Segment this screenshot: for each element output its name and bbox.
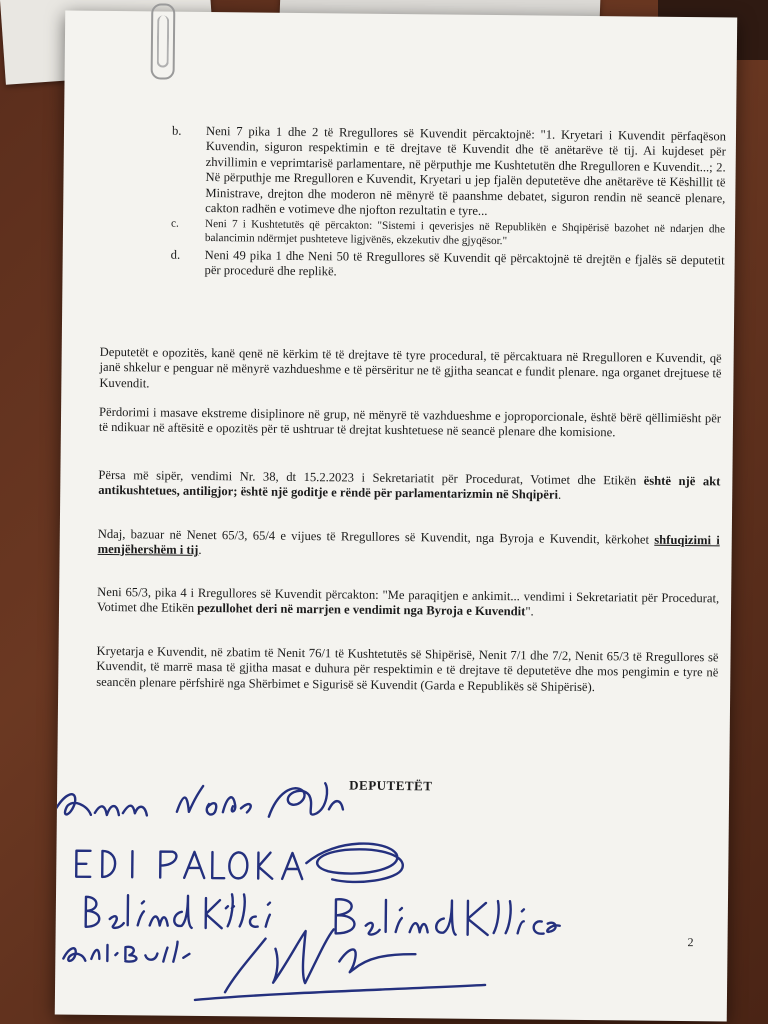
paragraph-suspension bbox=[97, 585, 719, 622]
signature-4 bbox=[63, 941, 189, 963]
text-segment: Neni 65/3, pika 4 i Rregullores së Kuvendit përcakton: "Me paraqitjen e ankimit... vendimi i Sekretariatit për Procedurat, Votimet dhe Etikën bbox=[96, 584, 720, 616]
paragraph-request-annulment bbox=[98, 527, 720, 564]
text-segment: . bbox=[198, 543, 202, 558]
text-segment: . bbox=[557, 488, 562, 503]
list-letter: b. bbox=[171, 123, 182, 138]
bold-text: është një akt antikushtetues, antiligjor; është një goditje e rëndë për parlamentarizmin në Shqipëri bbox=[98, 473, 721, 503]
signature-scribble-loop bbox=[306, 843, 403, 883]
signature-mark bbox=[225, 928, 416, 994]
list-text: Neni 7 i Kushtetutës që përcakton: "Sistemi i qeverisjes në Republikën e Shqipërisë bazohet në ndarjen dhe balancimin ndërmjet pushteteve ligjvënës, ekzekutiv dhe gjyqësor." bbox=[204, 218, 726, 248]
signature-3 bbox=[269, 783, 343, 818]
signature-1 bbox=[55, 794, 147, 815]
text-segment: Përsa më sipër, vendimi Nr. 38, dt 15.2.2023 i Sekretariatit për Procedurat, Votimet dhe Etikën bbox=[98, 467, 644, 488]
paragraph-speaker-measures: Kryetarja e Kuvendit, në zbatim të Nenit 76/1 të Kushtetutës së Shipërisë, Nenit 7/1 dhe 7/2, Nenit 65/3 të Rregullores së Kuvendit, të marrë masa të gjitha masat e duhura për respektimin e të drejtave të deputetëve dhe mos pengimin e tyre në seancën plenare përfshirë nga Shërbimet e Sigurisë së Kuvendit (Garda e Republikës së Shipërisë). bbox=[96, 643, 719, 694]
signature-nako bbox=[177, 786, 251, 815]
signature-belind-kellici-2 bbox=[336, 899, 560, 936]
signature-edi-paloka bbox=[76, 851, 302, 879]
paragraph-opposition-rights: Deputetët e opozitës, kanë qenë në kërkim të të drejtave të tyre procedural, të përcaktuara në Rregulloren e Kuvendit, që janë shkelur e penguar në mënyrë vazhdueshme e të përsëritur ne të gjitha seancat e fundit plenare. nga organet drejtuese të Kuvendit. bbox=[99, 344, 722, 391]
list-item bbox=[171, 123, 727, 222]
list-letter: d. bbox=[170, 247, 181, 262]
handwritten-signatures bbox=[55, 740, 730, 1017]
bold-text: pezullohet deri në marrjen e vendimit nga Byroja e Kuvendit bbox=[197, 601, 526, 619]
list-item bbox=[170, 247, 725, 284]
paragraph-disciplinary-measures: Përdorimi i masave ekstreme disiplinore në grup, në mënyrë të vazhdueshme e joproporcionale, është bërë qëllimiësht për të ndikuar në aftësitë e opozitës për të ushtruar të drejtat kushtetuese në seancë plenare dhe komisione. bbox=[98, 404, 722, 440]
paragraph-decision-unconstitutional bbox=[98, 468, 720, 505]
paperclip-inner bbox=[157, 15, 170, 67]
list-text: Neni 49 pika 1 dhe Neni 50 të Rregullores së Kuvendit që përcaktojnë të drejtën e fjalës së deputetit për procedurë dhe replikë. bbox=[204, 247, 725, 279]
text-segment: Ndaj, bazuar në Nenet 65/3, 65/4 e vijues të Rregullores së Kuvendit, nga Byroja e Kuvendit, kërkohet bbox=[97, 526, 655, 547]
signatories-heading: DEPUTETËT bbox=[349, 777, 433, 794]
signature-belind-kellici-1 bbox=[86, 893, 270, 930]
article-list bbox=[170, 123, 727, 286]
text-segment: ". bbox=[525, 604, 534, 619]
document-page bbox=[55, 11, 737, 1022]
list-item bbox=[170, 218, 726, 251]
list-text: Neni 7 pika 1 dhe 2 të Rregullores së Kuvendit përcaktojnë: "1. Kryetari i Kuvendit përfaqëson Kuvendin, siguron respektimin e të drejtave të Kuvendit dhe të anëtarëve të tij. Ai kujdeset për zhvillimin e veprimtarisë parlamentare, në përputhje me Kushtetutën dhe Rregulloren e Kuvendit...; 2. Në përputhje me Rregulloren e Kuvendit, Kryetari u jep fjalën deputetëve dhe anëtarëve të Këshillit të Ministrave, drejton dhe moderon në mënyrë të paanshme debatet, siguron rendin në seancë plenare, cakton radhën e votimeve dhe njofton rezultatin e tyre... bbox=[205, 123, 727, 218]
signature-underline bbox=[195, 982, 485, 1003]
page-number: 2 bbox=[687, 935, 694, 950]
list-letter: c. bbox=[170, 218, 179, 231]
bold-underlined-text: shfuqizimi i menjëhershëm i tij bbox=[97, 532, 720, 558]
